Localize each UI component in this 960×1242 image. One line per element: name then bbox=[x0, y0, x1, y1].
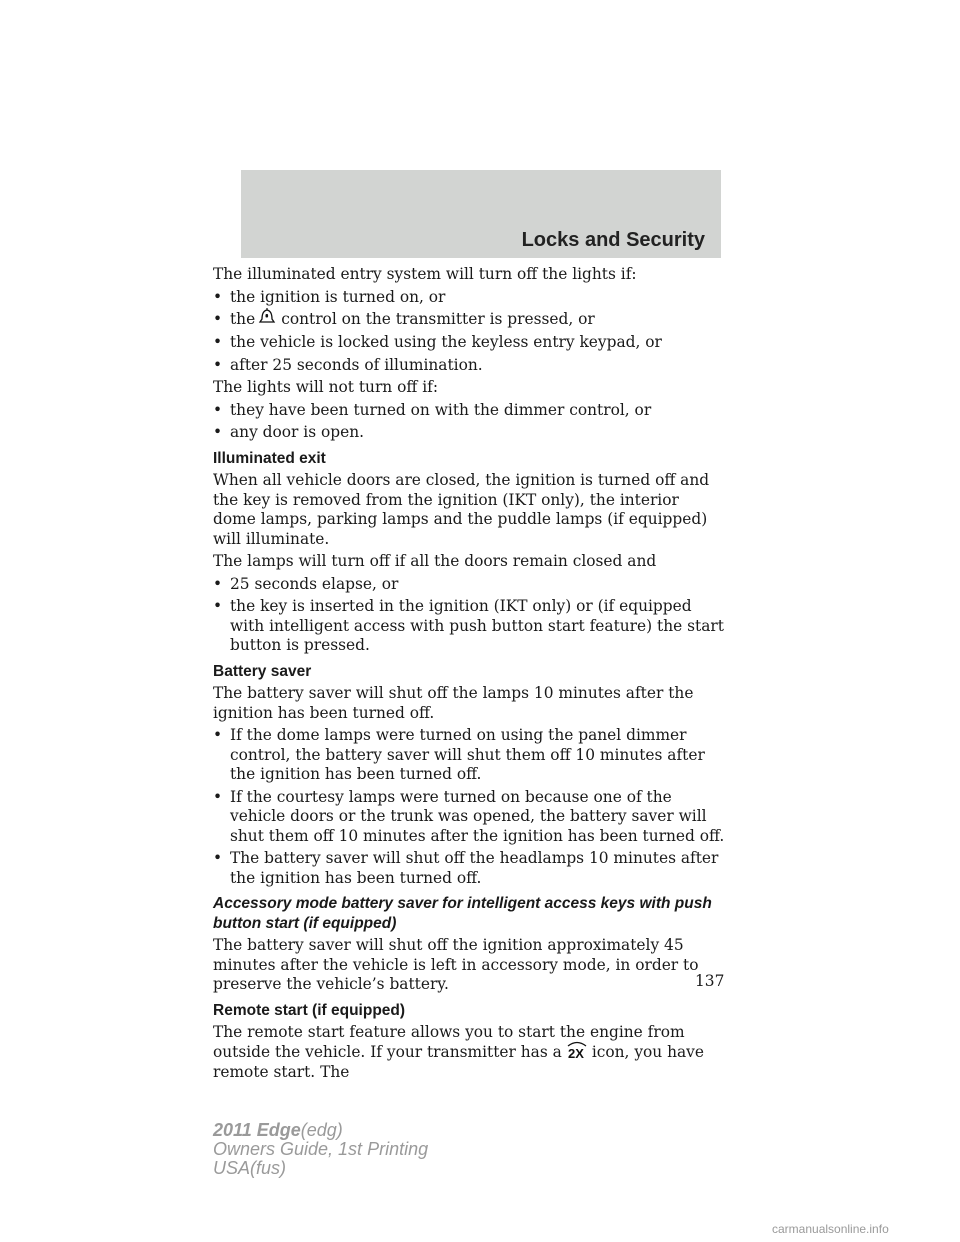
header-band bbox=[241, 170, 721, 258]
bullet: • bbox=[213, 287, 223, 306]
paragraph: When all vehicle doors are closed, the ignition is turned off and the key is removed from the ignition (IKT only), the interior dome lamps, parking lamps and the puddle lamps (if equipped) will illuminate. bbox=[213, 471, 710, 548]
bullet: • bbox=[213, 333, 223, 351]
bullet: • bbox=[213, 726, 223, 744]
bullet: • bbox=[213, 787, 223, 806]
paragraph: The lamps will turn off if all the doors remain closed and bbox=[213, 552, 657, 570]
list-item: • If the dome lamps were turned on using the panel dimmer control, the battery saver will shut them off 10 minutes after the ignition has been turned off. bbox=[213, 726, 705, 783]
paragraph: The battery saver will shut off the ignition approximately 45 minutes after the vehicle is left in accessory mode, in order to preserve the vehicle’s battery. bbox=[213, 936, 699, 993]
bullet: • bbox=[213, 400, 223, 419]
list-item: • The battery saver will shut off the headlamps 10 minutes after the ignition has been turned off. bbox=[213, 849, 719, 887]
remote-start-icon bbox=[562, 1043, 592, 1063]
list-item: • the ignition is turned on, or bbox=[213, 287, 446, 306]
list-item: • the control on the transmitter is pressed, or bbox=[213, 310, 595, 328]
bullet: • bbox=[213, 423, 223, 441]
list-item: • after 25 seconds of illumination. bbox=[213, 355, 483, 374]
paragraph: The battery saver will shut off the lamps 10 minutes after the ignition has been turned off. bbox=[213, 684, 694, 722]
heading-remote-start: Remote start (if equipped) bbox=[213, 1001, 406, 1019]
heading-illuminated-exit: Illuminated exit bbox=[213, 449, 326, 467]
bullet: • bbox=[213, 574, 223, 593]
entry-intro-2: The lights will not turn off if: bbox=[213, 378, 439, 396]
unlock-icon bbox=[255, 310, 281, 330]
bullet: • bbox=[213, 310, 223, 328]
list-item: • If the courtesy lamps were turned on because one of the vehicle doors or the trunk was opened, the battery saver will shut them off 10 minutes after the ignition has been turned off. bbox=[213, 787, 725, 845]
heading-battery-saver: Battery saver bbox=[213, 662, 312, 680]
list-item: • the key is inserted in the ignition (IKT only) or (if equipped with intelligent access with push button start feature) the start button is pressed. bbox=[213, 597, 724, 654]
paragraph-remote-start: The remote start feature allows you to start the engine from outside the vehicle. If your transmitter has a 2X icon, you have remote start. The bbox=[213, 1023, 704, 1081]
page-number: 137 bbox=[695, 972, 725, 990]
section-title: Locks and Security bbox=[521, 229, 705, 251]
list-item: • they have been turned on with the dimmer control, or bbox=[213, 400, 652, 419]
svg-text:2X: 2X bbox=[567, 1045, 584, 1060]
print-footer: 2011 Edge(edg) Owners Guide, 1st Printing USA(fus) bbox=[213, 1120, 429, 1178]
heading-accessory-mode: Accessory mode battery saver for intelligent access keys with push button start (if equipped) bbox=[213, 895, 712, 932]
bullet: • bbox=[213, 597, 223, 615]
list-item: • any door is open. bbox=[213, 423, 365, 441]
entry-intro: The illuminated entry system will turn off the lights if: bbox=[213, 265, 637, 283]
bullet: • bbox=[213, 849, 223, 867]
page-content bbox=[213, 265, 725, 1085]
watermark: carmanualsonline.info bbox=[772, 1222, 889, 1236]
bullet: • bbox=[213, 355, 223, 374]
list-item: • 25 seconds elapse, or bbox=[213, 574, 399, 593]
list-item: • the vehicle is locked using the keyless entry keypad, or bbox=[213, 333, 662, 351]
